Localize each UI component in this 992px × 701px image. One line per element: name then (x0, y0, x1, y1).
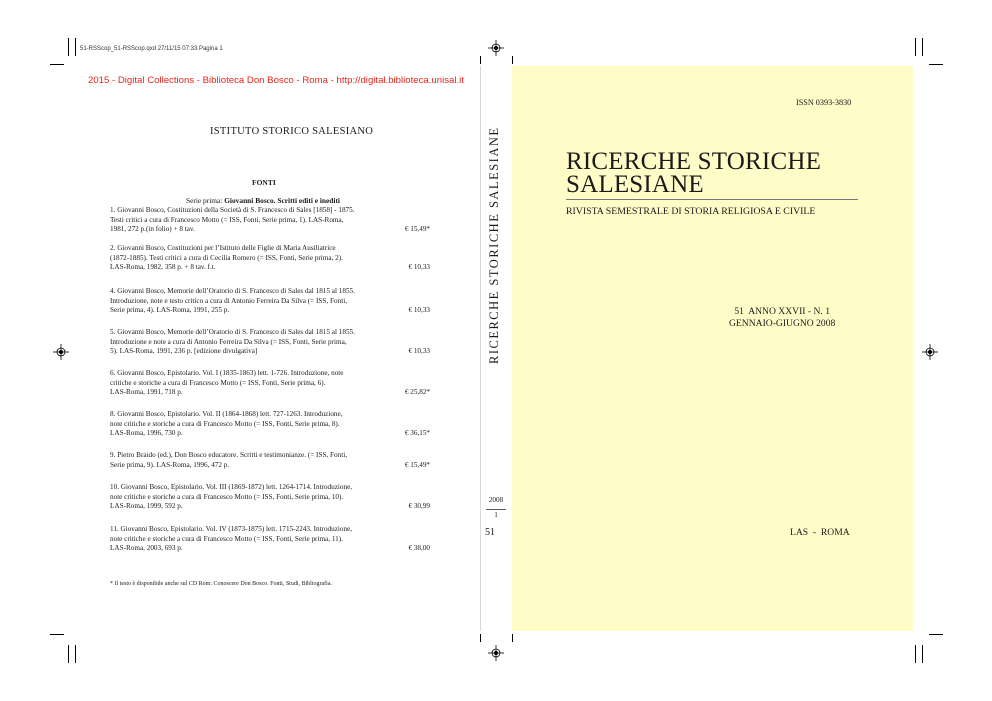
entry-price: € 15,49* (404, 460, 430, 469)
entry-price: € 10,33 (408, 347, 430, 356)
registration-mark-icon (922, 344, 938, 360)
entry-line: 5). LAS-Roma, 1991, 236 p. [edizione divulgativa] (110, 347, 258, 356)
entry-line: critiche e storiche a cura di Francesco Motto (= ISS, Fonti, Serie prima, 6). (110, 378, 326, 387)
title-divider (566, 199, 858, 200)
entry-line: LAS-Roma, 1999, 592 p. (110, 502, 183, 511)
issn: ISSN 0393-3830 (796, 98, 852, 107)
entry-line: 5. Giovanni Bosco, Memorie dell’Oratorio di S. Francesco di Sales dal 1815 al 1855. (110, 328, 355, 336)
list-item (110, 328, 430, 357)
spine-divider (480, 66, 481, 631)
entry-line: note critiche e storiche a cura di Francesco Motto (= ISS, Fonti, Serie prima, 11). (110, 534, 343, 543)
entry-line: Introduzione e note a cura di Antonio Ferreira Da Silva (= ISS, Fonti, Serie prima, (110, 337, 347, 346)
registration-mark-icon (488, 40, 504, 56)
entry-line: 6. Giovanni Bosco, Epistolario. Vol. I (1835-1863) lett. 1-726. Introduzione, note (110, 369, 344, 377)
file-slug: 51-RSScop_51-RSScop.qxd 27/11/15 07:33 Pagina 1 (80, 46, 223, 52)
spine-title: RICERCHE STORICHE SALESIANE (487, 126, 501, 364)
entry-price: € 10,33 (408, 263, 430, 272)
entry-line: 11. Giovanni Bosco, Epistolario. Vol. IV (1873-1875) lett. 1715-2243. Introduzione, (110, 525, 353, 533)
institute-name: ISTITUTO STORICO SALESIANO (210, 126, 374, 137)
list-item (110, 369, 430, 398)
entry-line: Introduzione, note e testo critico a cura di Antonio Ferreira Da Silva (= ISS, Fonti, (110, 296, 347, 305)
entry-price: € 36,15* (404, 429, 430, 438)
entry-line: LAS-Roma, 1982, 358 p. + 8 tav. f.t. (110, 263, 216, 272)
volume-line: 51 ANNO XXVII - N. 1 (734, 306, 830, 317)
entry-line: Serie prima, 4). LAS-Roma, 1991, 255 p. (110, 306, 230, 315)
entry-line: 9. Pietro Braido (ed.), Don Bosco educatore. Scritti e testimonianze. (= ISS, Fonti, (110, 451, 348, 459)
footnote: * Il testo è disponibile anche sul CD Rom: Conoscere Don Bosco. Fonti, Studi, Bibliografia. (110, 581, 332, 587)
journal-title-line: RICERCHE STORICHE (566, 148, 822, 175)
publisher: LAS - ROMA (790, 527, 850, 538)
entry-price: € 25,82* (404, 388, 430, 397)
list-item (110, 244, 430, 273)
entry-line: LAS-Roma, 1996, 730 p. (110, 429, 183, 438)
series-prefix: Serie prima: (186, 196, 223, 205)
registration-mark-icon (488, 645, 504, 661)
series-line (186, 196, 340, 205)
registration-mark-icon (53, 344, 69, 360)
spine-volume: 51 (485, 527, 495, 538)
list-item (110, 206, 430, 235)
date-line: GENNAIO-GIUGNO 2008 (729, 318, 836, 329)
entry-price: € 10,33 (408, 306, 430, 315)
series-title: Giovanni Bosco. Scritti editi e inediti (224, 196, 340, 205)
entry-line: 1981, 272 p.(in folio) + 8 tav. (110, 225, 195, 234)
entry-price: € 15,49* (404, 225, 430, 234)
list-item (110, 410, 430, 439)
entry-line: note critiche e storiche a cura di Francesco Motto (= ISS, Fonti, Serie prima, 10). (110, 492, 344, 501)
entry-line: 2. Giovanni Bosco, Costituzioni per l’Istituto delle Figlie di Maria Ausiliatrice (110, 244, 336, 252)
entry-line: LAS-Roma, 1991, 718 p. (110, 388, 183, 397)
digital-collections-watermark[interactable]: 2015 - Digital Collections - Biblioteca Don Bosco - Roma - http://digital.biblioteca.unisal.it (88, 75, 464, 86)
entry-line: 1. Giovanni Bosco, Costituzioni della Società di S. Francesco di Sales [1858] - 1875. (110, 206, 355, 214)
journal-title (566, 150, 821, 196)
entry-price: € 30,99 (408, 502, 430, 511)
list-item (110, 287, 430, 316)
entry-line: (1872-1885). Testi critici a cura di Cecilia Romero (= ISS, Fonti, Serie prima, 2). (110, 253, 343, 262)
journal-subtitle: RIVISTA SEMESTRALE DI STORIA RELIGIOSA E CIVILE (566, 206, 816, 217)
entry-line: Testi critici a cura di Francesco Motto (= ISS, Fonti, Serie prima, 1). LAS-Roma, (110, 215, 344, 224)
journal-title-line: SALESIANE (566, 171, 704, 198)
entry-line: 8. Giovanni Bosco, Epistolario. Vol. II (1864-1868) lett. 727-1263. Introduzione, (110, 410, 343, 418)
entry-line: 4. Giovanni Bosco, Memorie dell’Oratorio di S. Francesco di Sales dal 1815 al 1855. (110, 287, 355, 295)
list-item (110, 483, 430, 512)
list-item (110, 525, 430, 554)
spine-year: 2008 (488, 496, 504, 504)
entry-line: LAS-Roma, 2003, 693 p. (110, 544, 183, 553)
entry-line: 10. Giovanni Bosco, Epistolario. Vol. III (1869-1872) lett. 1264-1714. Introduzione, (110, 483, 353, 491)
entry-price: € 38,00 (408, 544, 430, 553)
entry-line: Serie prima, 9). LAS-Roma, 1996, 472 p. (110, 460, 230, 469)
issue-info (729, 306, 835, 330)
entry-line: note critiche e storiche a cura di Francesco Motto (= ISS, Fonti, Serie prima, 8). (110, 419, 340, 428)
spine-number: 1 (486, 509, 506, 519)
list-item (110, 451, 430, 470)
section-heading: FONTI (252, 178, 276, 187)
